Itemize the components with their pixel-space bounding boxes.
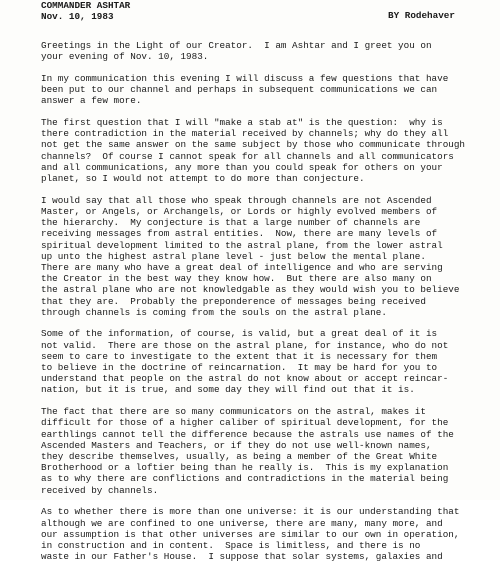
document-body <box>41 40 493 573</box>
text-line: they describe themselves, usually, as being a member of the Great White <box>41 451 438 462</box>
text-line: to believe in the doctrine of reincarnation. It may be hard for you to <box>41 362 438 374</box>
text-line: As to whether there is more than one universe: it is our understanding that <box>41 506 460 518</box>
text-line: planet, so I would not attempt to do more than conjecture. <box>41 173 365 185</box>
document-date: Nov. 10, 1983 <box>41 11 114 23</box>
text-line: up unto the highest astral plane level - just below the mental plane. <box>41 250 426 262</box>
text-line: earthlings cannot tell the difference because the astrals use names of the <box>41 428 454 440</box>
text-line: I would say that all those who speak through channels are not Ascended <box>41 194 432 206</box>
text-line: Greetings in the Light of our Creator. I am Ashtar and I greet you on <box>41 40 432 51</box>
paragraph <box>41 73 493 107</box>
text-line: receiving messages from astral entities. Now, there are many levels of <box>41 228 438 240</box>
text-line: although we are confined to one universe, there are many, many more, and <box>41 517 443 529</box>
document-header <box>41 0 130 22</box>
document-byline: BY Rodehaver <box>388 10 455 21</box>
text-line: The fact that there are so many communicators on the astral, makes it <box>41 406 426 418</box>
text-line: There are many who have a great deal of intelligence and who are serving <box>41 261 443 273</box>
paragraph <box>41 406 493 496</box>
text-line: the hierarchy. My conjecture is that a large number of channels are <box>41 217 421 229</box>
text-line: received by channels. <box>41 484 159 496</box>
text-line: our assumption is that other universes are similar to our own in operation, <box>41 528 460 540</box>
text-line: difficult for those of a higher caliber of spiritual development, for the <box>41 417 449 429</box>
text-line: In my communication this evening I will discuss a few questions that have <box>41 72 449 84</box>
text-line: Brotherhood or a loftier being than he really is. This is my explanation <box>41 462 449 474</box>
paragraph <box>41 40 493 62</box>
text-line: Some of the information, of course, is valid, but a great deal of it is <box>41 328 438 340</box>
text-line: through channels is coming from the souls on the astral plane. <box>41 306 387 318</box>
text-line: Master, or Angels, or Archangels, or Lords or highly evolved members of <box>41 205 438 217</box>
document-title: COMMANDER ASHTAR <box>41 0 131 11</box>
text-line: as to why there are conflictions and contradictions in the material being <box>41 473 449 485</box>
text-line: waste in our Father's House. I suppose that solar systems, galaxies and <box>41 551 443 563</box>
text-line: The first question that I will "make a stab at" is the question: why is <box>41 117 443 129</box>
text-line: answer a few more. <box>41 95 142 107</box>
text-line: the astral plane who are not knowledgable as they would wish you to believe <box>41 284 460 296</box>
text-line: understand that people on the astral do not know about or accept reincar- <box>41 373 449 385</box>
paragraph <box>41 195 493 318</box>
text-line: been put to our channel and perhaps in subsequent communications we can <box>41 84 438 96</box>
text-line: that they are. Probably the preponderence of messages being received <box>41 295 426 307</box>
text-line: nation, but it is true, and some day they will find out that it is. <box>41 384 415 396</box>
paragraph <box>41 117 493 184</box>
text-line: not valid. There are those on the astral plane, for instance, who do not <box>41 339 449 351</box>
text-line: spiritual development limited to the astral plane, from the lower astral <box>41 239 443 251</box>
text-line: not get the same answer on the same subject by those who communicate through <box>41 139 466 151</box>
text-line: there contradiction in the material received by channels; why do they all <box>41 128 449 140</box>
text-line: channels? Of course I cannot speak for all channels and all communicators <box>41 150 454 162</box>
text-line: the Creator in the best way they know how. But there are also many on <box>41 273 432 285</box>
text-line: in construction and in content. Space is limitless, and there is no <box>41 539 421 551</box>
paragraph <box>41 506 493 562</box>
text-line: and all communications, any more than you could speak for others on your <box>41 161 443 173</box>
text-line: seem to care to investigate to the extent that it is necessary for them <box>41 350 438 362</box>
text-line: Ascended Masters and Teachers, or if they do not use well-known names, <box>41 439 432 451</box>
paragraph <box>41 328 493 395</box>
text-line: your evening of Nov. 10, 1983. <box>41 51 209 63</box>
